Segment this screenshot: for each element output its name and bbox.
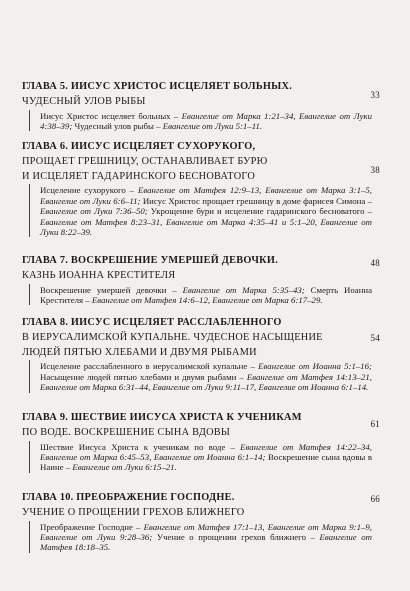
title-line: ЛЮДЕЙ ПЯТЬЮ ХЛЕБАМИ И ДВУМЯ РЫБАМИ [22,346,257,358]
page-number: 33 [370,90,380,100]
chapter-8-title [22,316,380,360]
margin-rule [29,284,30,306]
chapter-8-sources [22,361,372,392]
title-line: И ИСЦЕЛЯЕТ ГАДАРИНСКОГО БЕСНОВАТОГО [22,170,256,182]
chapter-10 [22,491,380,553]
title-line: ГЛАВА 10. ПРЕОБРАЖЕНИЕ ГОСПОДНЕ. [22,492,235,503]
title-line: ГЛАВА 5. ИИСУС ХРИСТОС ИСЦЕЛЯЕТ БОЛЬНЫХ. [22,81,293,92]
body-seg: Исцеление сухорукого [40,185,126,196]
chapter-7 [22,254,380,305]
body-seg: – Евангелие от Луки 7:36–50; [40,195,372,217]
body-seg: Исцеление расслабленного в иерусалимской купальне [40,361,248,372]
body-seg: – Евангелие от Матфея 14:13–21, Евангелие от Марка 6:31–44, Евангелие от Луки 9:11–17, Евангелие от Иоанна 6:1–14. [40,371,372,393]
chapter-8 [22,316,380,393]
page-number: 66 [370,494,380,504]
margin-rule [29,441,30,473]
body-seg: Воскрешение умершей девочки [40,284,167,295]
body-seg: – Евангелие от Иоанна 5:1–16; [247,361,372,372]
chapter-10-sources [22,522,372,553]
title-line: ЧУДЕСНЫЙ УЛОВ РЫБЫ [22,95,146,107]
body-seg: Воскрешение сына вдовы в Наине [40,452,373,473]
chapter-5 [22,80,380,131]
body-seg: – Евангелие от Луки 5:1–11. [153,121,263,131]
chapter-9-sources [22,442,372,473]
title-line: В ИЕРУСАЛИМСКОЙ КУПАЛЬНЕ. ЧУДЕСНОЕ НАСЫЩЕНИЕ [22,331,323,343]
chapter-5-title [22,80,380,110]
title-line: ГЛАВА 6. ИИСУС ИСЦЕЛЯЕТ СУХОРУКОГО, [22,141,256,152]
chapter-9-title [22,411,380,441]
title-line: УЧЕНИЕ О ПРОЩЕНИИ ГРЕХОВ БЛИЖНЕГО [22,506,245,518]
margin-rule [29,110,30,132]
chapter-6-title [22,140,380,184]
body-seg: – Евангелие от Матфея 14:22–34, Евангелие от Марка 6:45–53, Евангелие от Иоанна 6:1–14; [40,441,372,462]
body-seg: – Евангелие от Марка 5:35–43; [166,284,311,295]
chapter-5-sources [22,111,372,132]
page-number: 61 [370,419,380,429]
page-number: 54 [370,333,380,343]
title-line: ПРОЩАЕТ ГРЕШНИЦУ, ОСТАНАВЛИВАЕТ БУРЮ [22,155,268,167]
body-seg: Смерть Иоанна Крестителя [40,284,373,305]
body-seg: Иисус Христос прощает грешницу в доме фарисея Симона [142,195,366,206]
margin-rule [29,360,30,392]
body-seg: – Евангелие от Матфея 17:1–13, Евангелие от Марка 9:1–9, Евангелие от Луки 9:28–36; [40,521,372,542]
title-line: ГЛАВА 8. ИИСУС ИСЦЕЛЯЕТ РАССЛАБЛЕННОГО [22,317,282,328]
body-seg: – Евангелие от Луки 6:15–21. [63,462,177,473]
title-line: КАЗНЬ ИОАННА КРЕСТИТЕЛЯ [22,269,176,281]
title-line: ГЛАВА 7. ВОСКРЕШЕНИЕ УМЕРШЕЙ ДЕВОЧКИ. [22,255,278,266]
body-seg: – Евангелие от Матфея 12:9–13, Евангелие от Марка 3:1–5, Евангелие от Луки 6:6–11; [40,185,372,206]
body-seg: Укрощение бури и исцеление гадаринского бесноватого [150,206,365,217]
chapter-9 [22,411,380,473]
body-seg: Преображение Господне [40,521,133,532]
chapter-6-sources [22,185,372,237]
title-line: ПО ВОДЕ. ВОСКРЕШЕНИЕ СЫНА ВДОВЫ [22,426,231,438]
margin-rule [29,521,30,553]
margin-rule [29,184,30,237]
chapter-7-title [22,254,380,284]
body-seg: – Евангелие от Матфея 18:18–35. [40,532,373,553]
page-number: 38 [370,165,380,175]
body-seg: Иисус Христос исцеляет больных [40,110,171,121]
body-seg: Учение о прощении грехов ближнего [156,532,306,542]
chapter-7-sources [22,285,372,306]
body-seg: – Евангелие от Матфея 8:23–31, Евангелие от Марка 4:35–41 и 5:1–20, Евангелие от Луки 8:22–39. [40,206,372,238]
body-seg: Насыщение людей пятью хлебами и двумя рыбами [40,371,237,382]
body-seg: – Евангелие от Матфея 14:6–12, Евангелие от Марка 6:17–29. [83,295,323,305]
body-seg: Чудесный улов рыбы [74,121,154,131]
page-number: 48 [370,258,380,268]
chapter-6 [22,140,380,238]
title-line: ГЛАВА 9. ШЕСТВИЕ ИИСУСА ХРИСТА К УЧЕНИКАМ [22,412,302,423]
body-seg: – Евангелие от Марка 1:21–34, Евангелие от Луки 4:38–39; [40,110,372,131]
body-seg: Шествие Иисуса Христа к ученикам по воде [40,441,226,452]
chapter-10-title [22,491,380,521]
